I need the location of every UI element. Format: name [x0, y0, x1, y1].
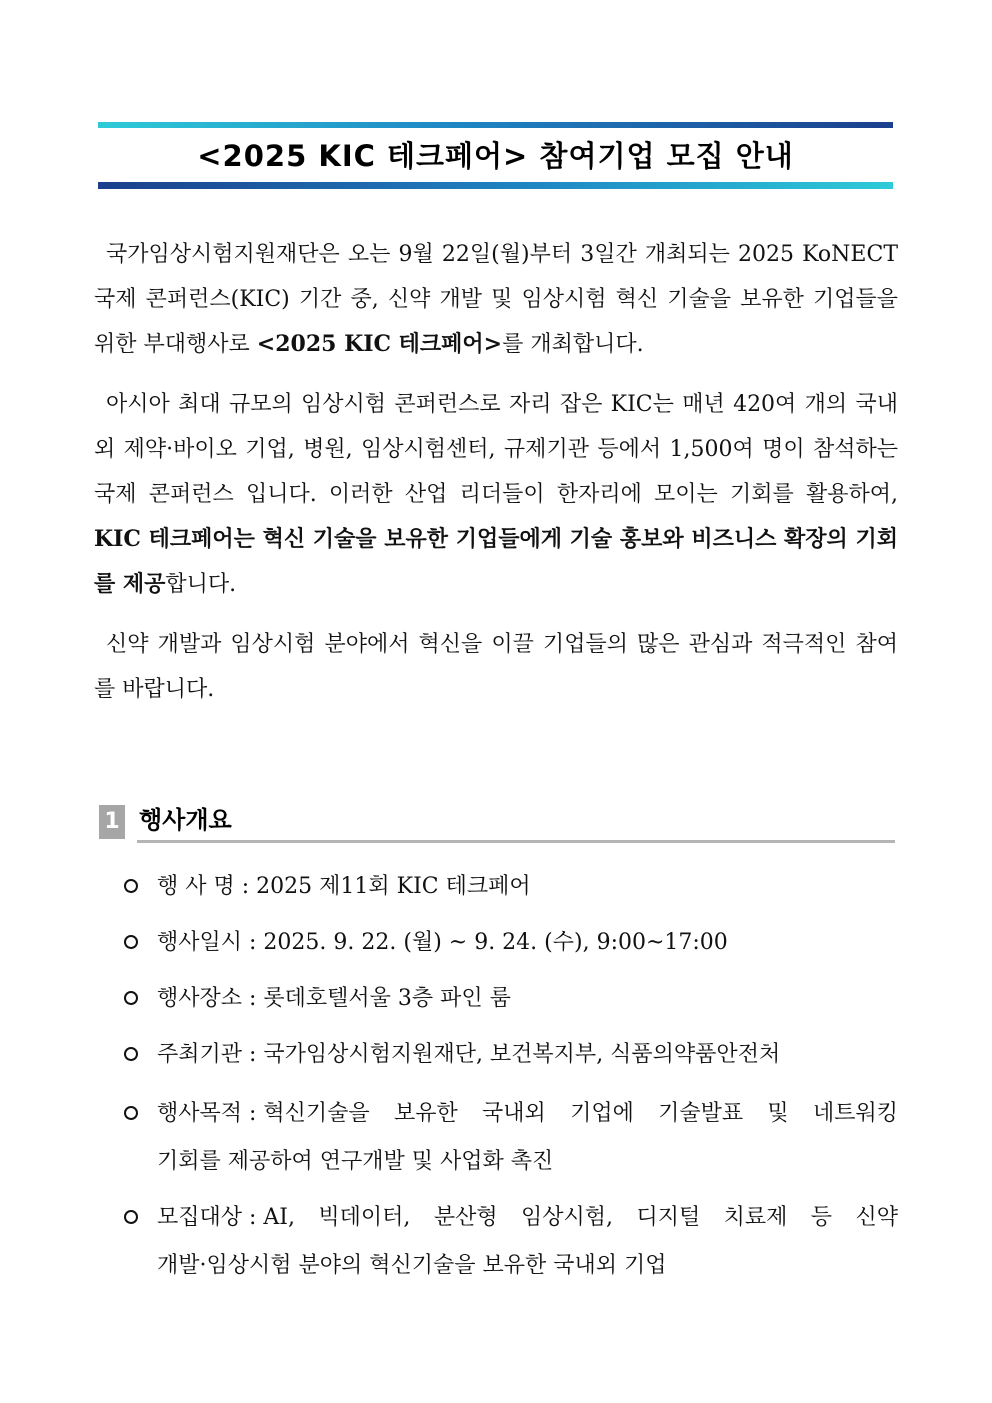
- title-block: [98, 122, 893, 190]
- circle-bullet-icon: [124, 1047, 138, 1061]
- overview-item-name: [120, 866, 898, 908]
- item-separator: :: [242, 986, 264, 1011]
- intro-p1-text: 국가임상시험지원재단은 오는 9월 22일(월)부터 3일간 개최되는 2025 KoNECT 국제 콘퍼런스(KIC) 기간 중, 신약 개발 및 임상시험 혁신 기술을 보유한 기업들을 위한 부대행사로: [94, 242, 898, 357]
- section-underline: [137, 840, 895, 843]
- intro-paragraph-1: [94, 232, 898, 367]
- item-separator: :: [242, 1205, 264, 1230]
- overview-item-target: [120, 1194, 898, 1290]
- circle-bullet-icon: [124, 1106, 138, 1120]
- item-value-continued: 개발·임상시험 분야의 혁신기술을 보유한 국내외 기업: [157, 1253, 667, 1278]
- overview-list: [120, 866, 898, 1298]
- item-value: 2025. 9. 22. (월) ~ 9. 24. (수), 9:00~17:00: [263, 930, 728, 955]
- item-value: 국가임상시험지원재단, 보건복지부, 식품의약품안전처: [263, 1042, 781, 1067]
- title-rule-top: [98, 122, 893, 128]
- item-value: AI, 빅데이터, 분산형 임상시험, 디지털 치료제 등 신약: [263, 1205, 898, 1230]
- item-value: 2025 제11회 KIC 테크페어: [256, 874, 531, 899]
- intro-p1-end: 를 개최합니다.: [502, 332, 644, 357]
- title-rule-bottom: [98, 182, 893, 189]
- circle-bullet-icon: [124, 1210, 138, 1224]
- item-label: 행사일시: [157, 930, 243, 955]
- document-title: <2025 KIC 테크페어> 참여기업 모집 안내: [197, 139, 794, 173]
- overview-item-host: [120, 1034, 898, 1076]
- section-title: 행사개요: [139, 806, 232, 834]
- item-label: 행 사 명: [157, 874, 235, 899]
- intro-p2-text: 아시아 최대 규모의 임상시험 콘퍼런스로 자리 잡은 KIC는 매년 420여 개의 국내외 제약·바이오 기업, 병원, 임상시험센터, 규제기관 등에서 1,500여 명이 참석하는 국제 콘퍼런스 입니다. 이러한 산업 리더들이 한자리에 모이는 기회를 활용하여,: [94, 392, 898, 507]
- intro-paragraph-3: [94, 622, 898, 712]
- item-value-continued: 기회를 제공하여 연구개발 및 사업화 촉진: [157, 1149, 554, 1174]
- intro-p2-bold: KIC 테크페어는 혁신 기술을 보유한 기업들에게 기술 홍보와 비즈니스 확장의 기회를 제공: [94, 526, 898, 597]
- section-number-badge: 1: [99, 805, 125, 839]
- section-header-overview: [99, 800, 895, 844]
- item-separator: :: [234, 874, 257, 899]
- intro-p2-end: 합니다.: [165, 572, 237, 597]
- item-value: 롯데호텔서울 3층 파인 룸: [263, 986, 511, 1011]
- item-value: 혁신기술을 보유한 국내외 기업에 기술발표 및 네트워킹: [263, 1101, 898, 1126]
- item-separator: :: [242, 930, 264, 955]
- item-label: 행사목적: [157, 1101, 243, 1126]
- item-label: 모집대상: [157, 1205, 243, 1230]
- intro-p3-text: 신약 개발과 임상시험 분야에서 혁신을 이끌 기업들의 많은 관심과 적극적인 참여를 바랍니다.: [94, 632, 898, 702]
- overview-item-venue: [120, 978, 898, 1020]
- intro-p1-bold: <2025 KIC 테크페어>: [256, 331, 503, 357]
- circle-bullet-icon: [124, 991, 138, 1005]
- circle-bullet-icon: [124, 879, 138, 893]
- circle-bullet-icon: [124, 935, 138, 949]
- item-label: 행사장소: [157, 986, 243, 1011]
- overview-item-purpose: [120, 1090, 898, 1186]
- intro-section: [94, 232, 898, 727]
- item-separator: :: [242, 1042, 264, 1067]
- item-label: 주최기관: [157, 1042, 243, 1067]
- intro-paragraph-2: [94, 382, 898, 607]
- overview-item-datetime: [120, 922, 898, 964]
- item-separator: :: [242, 1101, 264, 1126]
